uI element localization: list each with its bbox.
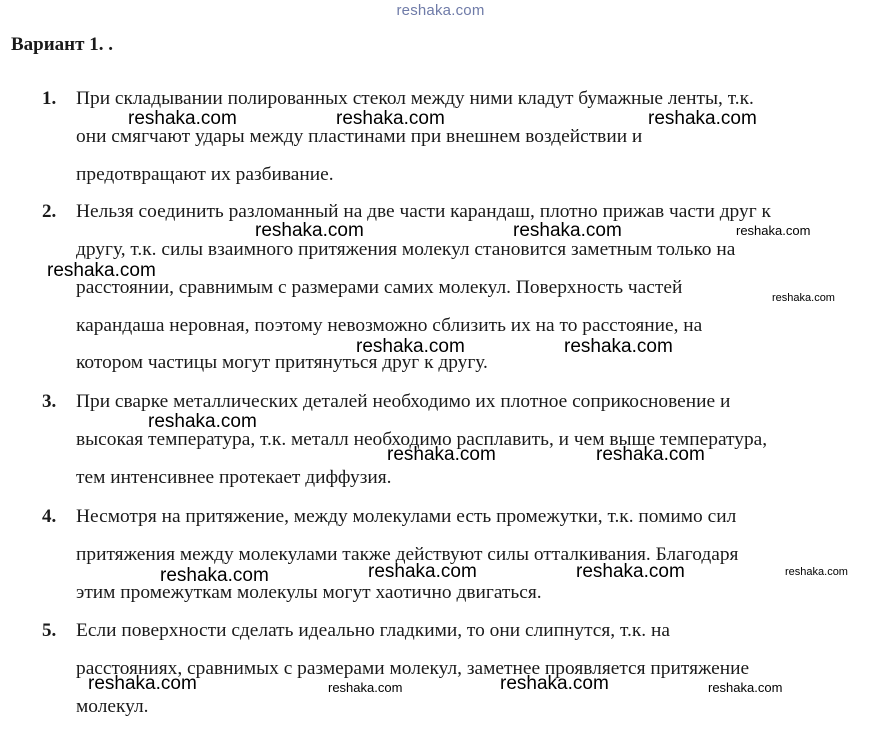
item-text-line: высокая температура, т.к. металл необходимо расплавить, и чем выше температура, (76, 429, 768, 450)
watermark: reshaka.com (368, 561, 477, 582)
item-text-line: Нельзя соединить разломанный на две части карандаш, плотно прижав части друг к (76, 201, 771, 222)
item-text-line: молекул. (76, 696, 149, 717)
watermark: reshaka.com (255, 220, 364, 241)
watermark: reshaka.com (356, 336, 465, 357)
site-header-link[interactable]: reshaka.com (396, 2, 485, 19)
item-number: 3. (42, 391, 57, 412)
item-text-line: они смягчают удары между пластинами при внешнем воздействии и (76, 126, 643, 147)
watermark: reshaka.com (128, 108, 237, 129)
watermark: reshaka.com (328, 680, 403, 695)
watermark: reshaka.com (47, 260, 156, 281)
watermark: reshaka.com (336, 108, 445, 129)
page-title: Вариант 1. . (11, 34, 113, 55)
watermark: reshaka.com (387, 444, 496, 465)
watermark: reshaka.com (160, 565, 269, 586)
watermark: reshaka.com (772, 292, 835, 304)
item-number: 2. (42, 201, 57, 222)
item-text-line: притяжения между молекулами также действуют силы отталкивания. Благодаря (76, 544, 739, 565)
item-text-line: другу, т.к. силы взаимного притяжения молекул становится заметным только на (76, 239, 736, 260)
watermark: reshaka.com (596, 444, 705, 465)
item-number: 5. (42, 620, 57, 641)
watermark: reshaka.com (500, 673, 609, 694)
item-text-line: расстоянии, сравнимым с размерами самих молекул. Поверхность частей (76, 277, 683, 298)
item-text-line: Если поверхности сделать идеально гладкими, то они слипнутся, т.к. на (76, 620, 670, 641)
watermark: reshaka.com (785, 566, 848, 578)
item-text-line: При сварке металлических деталей необходимо их плотное соприкосновение и (76, 391, 731, 412)
watermark: reshaka.com (88, 673, 197, 694)
item-text-line: предотвращают их разбивание. (76, 164, 334, 185)
item-text-line: этим промежуткам молекулы могут хаотично двигаться. (76, 582, 542, 603)
watermark: reshaka.com (564, 336, 673, 357)
watermark: reshaka.com (576, 561, 685, 582)
item-text-line: карандаша неровная, поэтому невозможно сблизить их на то расстояние, на (76, 315, 703, 336)
watermark: reshaka.com (648, 108, 757, 129)
watermark: reshaka.com (513, 220, 622, 241)
item-number: 1. (42, 88, 57, 109)
watermark: reshaka.com (736, 223, 811, 238)
item-text-line: Несмотря на притяжение, между молекулами есть промежутки, т.к. помимо сил (76, 506, 737, 527)
item-text-line: тем интенсивнее протекает диффузия. (76, 467, 392, 488)
watermark: reshaka.com (148, 411, 257, 432)
watermark: reshaka.com (708, 680, 783, 695)
item-text-line: котором частицы могут притянуться друг к другу. (76, 352, 488, 373)
item-number: 4. (42, 506, 57, 527)
item-text-line: расстояниях, сравнимых с размерами молекул, заметнее проявляется притяжение (76, 658, 750, 679)
item-text-line: При складывании полированных стекол между ними кладут бумажные ленты, т.к. (76, 88, 754, 109)
